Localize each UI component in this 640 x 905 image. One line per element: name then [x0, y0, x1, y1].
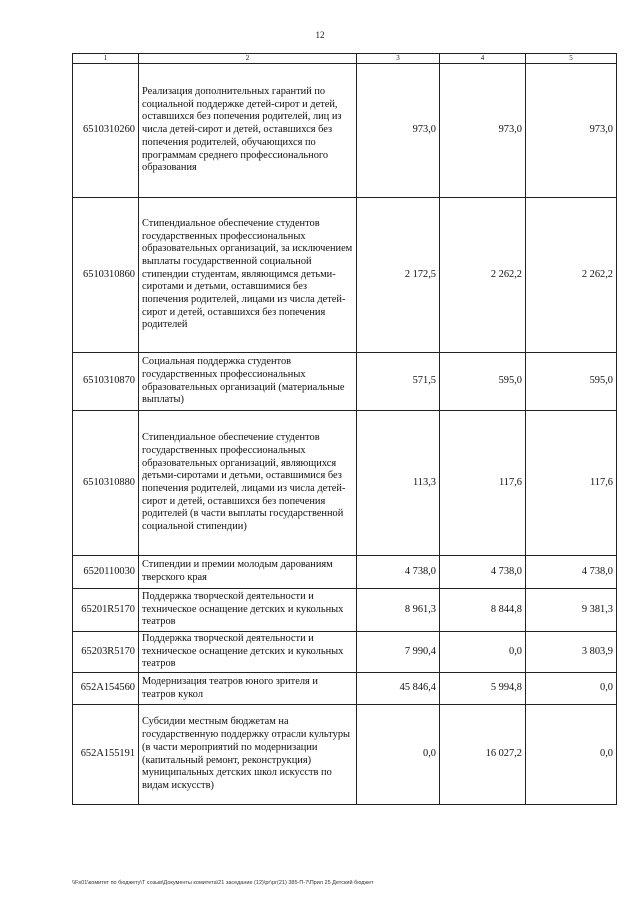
table-row [73, 673, 617, 705]
column-header-3: 3 [357, 54, 440, 64]
row-value-col5: 973,0 [526, 64, 617, 198]
row-value-col5: 2 262,2 [526, 198, 617, 353]
row-value-col5: 595,0 [526, 353, 617, 411]
row-code: 65203R5170 [73, 632, 139, 673]
table-row [73, 589, 617, 632]
row-value-col5: 117,6 [526, 411, 617, 556]
row-value-col5: 0,0 [526, 705, 617, 805]
row-value-col4: 117,6 [440, 411, 526, 556]
row-description: Стипендии и премии молодым дарованиям тверского края [139, 556, 357, 589]
row-description: Субсидии местным бюджетам на государственную поддержку отрасли культуры (в части мероприятий по модернизации (капитальный ремонт, реконструкция) муниципальных детских школ искусств по видам искусств) [139, 705, 357, 805]
row-code: 652A154560 [73, 673, 139, 705]
table-row [73, 411, 617, 556]
column-header-1: 1 [73, 54, 139, 64]
row-value-col5: 0,0 [526, 673, 617, 705]
row-value-col4: 595,0 [440, 353, 526, 411]
column-header-2: 2 [139, 54, 357, 64]
row-description: Поддержка творческой деятельности и техническое оснащение детских и кукольных театров [139, 589, 357, 632]
column-header-5: 5 [526, 54, 617, 64]
row-value-col5: 4 738,0 [526, 556, 617, 589]
row-code: 6510310870 [73, 353, 139, 411]
row-value-col3: 0,0 [357, 705, 440, 805]
column-header-4: 4 [440, 54, 526, 64]
row-code: 65201R5170 [73, 589, 139, 632]
table-row [73, 632, 617, 673]
row-code: 6510310860 [73, 198, 139, 353]
row-value-col4: 16 027,2 [440, 705, 526, 805]
row-value-col4: 5 994,8 [440, 673, 526, 705]
budget-table [72, 53, 617, 805]
row-value-col3: 571,5 [357, 353, 440, 411]
row-value-col4: 0,0 [440, 632, 526, 673]
table-row [73, 198, 617, 353]
row-description: Реализация дополнительных гарантий по социальной поддержке детей-сирот и детей, оставшихся без попечения родителей, лиц из числа детей-сирот и детей, оставшихся без попечения родителей, обучающихся по программам среднего профессионального образования [139, 64, 357, 198]
row-value-col3: 8 961,3 [357, 589, 440, 632]
row-value-col3: 7 990,4 [357, 632, 440, 673]
row-code: 6510310880 [73, 411, 139, 556]
row-description: Стипендиальное обеспечение студентов государственных профессиональных образовательных организаций, являющихся детьми-сиротами и детьми, оставшимися без попечения родителей, лицами из числа детей-сирот и детей, оставшихся без попечения родителей (в части выплаты государственной социальной стипендии) [139, 411, 357, 556]
row-value-col3: 973,0 [357, 64, 440, 198]
table-row [73, 556, 617, 589]
row-value-col5: 9 381,3 [526, 589, 617, 632]
row-value-col4: 973,0 [440, 64, 526, 198]
row-code: 6520110030 [73, 556, 139, 589]
row-description: Социальная поддержка студентов государственных профессиональных образовательных организаций (материальные выплаты) [139, 353, 357, 411]
row-value-col3: 2 172,5 [357, 198, 440, 353]
table-row [73, 353, 617, 411]
table-header-row [73, 54, 617, 64]
page-number: 12 [315, 30, 325, 40]
table-row [73, 64, 617, 198]
row-value-col4: 4 738,0 [440, 556, 526, 589]
row-value-col4: 2 262,2 [440, 198, 526, 353]
row-value-col4: 8 844,8 [440, 589, 526, 632]
row-value-col3: 113,3 [357, 411, 440, 556]
table-row [73, 705, 617, 805]
row-code: 6510310260 [73, 64, 139, 198]
row-description: Стипендиальное обеспечение студентов государственных профессиональных образовательных организаций, за исключением выплаты государственной социальной стипендии студентам, являющимся детьми-сиротами и детьми, оставшимися без попечения родителей, лицами из числа детей-сирот и детей, оставшихся без попечения родителей [139, 198, 357, 353]
row-value-col5: 3 803,9 [526, 632, 617, 673]
row-value-col3: 4 738,0 [357, 556, 440, 589]
row-code: 652A155191 [73, 705, 139, 805]
row-value-col3: 45 846,4 [357, 673, 440, 705]
row-description: Поддержка творческой деятельности и техническое оснащение детских и кукольных театров [139, 632, 357, 673]
file-path-footer: \\Fs01\комитет по бюджету\Т созыв\Документы комитета\21 заседание (12)\рг\рг(21) 385-П-7\Прил 25 Детский бюджет [72, 880, 374, 886]
row-description: Модернизация театров юного зрителя и театров кукол [139, 673, 357, 705]
